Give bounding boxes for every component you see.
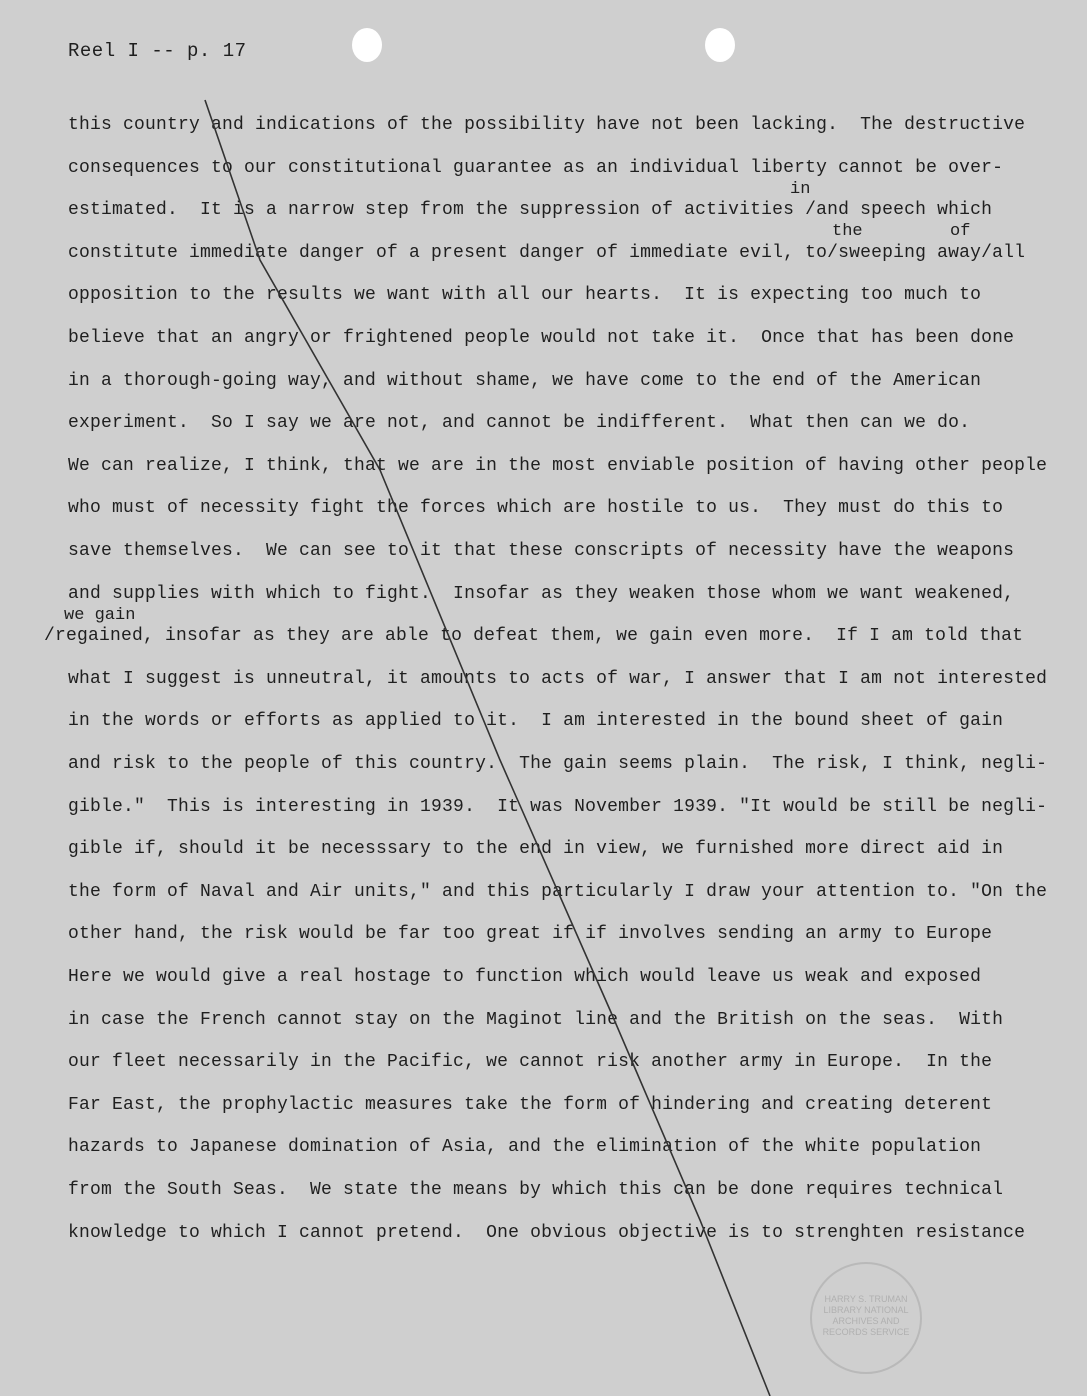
text-line: Far East, the prophylactic measures take the form of hindering and creating deterent xyxy=(68,1094,993,1115)
text-line: save themselves. We can see to it that these conscripts of necessity have the weapons xyxy=(68,541,1015,561)
text-line: other hand, the risk would be far too great if if involves sending an army to Europe xyxy=(68,924,993,945)
punch-hole-right xyxy=(705,28,735,62)
text-line: and supplies with which to fight. Insofar as they weaken those whom we want weakened, xyxy=(68,583,1015,604)
text-line: gible." This is interesting in 1939. It was November 1939. "It would be still be negli- xyxy=(68,796,1048,817)
punch-hole-left xyxy=(352,28,382,62)
text-line: from the South Seas. We state the means by which this can be done requires technical xyxy=(68,1180,1004,1200)
text-line: in a thorough-going way, and without shame, we have come to the end of the American xyxy=(68,370,982,391)
text-line: in the words or efforts as applied to it. I am interested in the bound sheet of gain xyxy=(68,711,1004,732)
text-line: our fleet necessarily in the Pacific, we cannot risk another army in Europe. In the xyxy=(68,1052,993,1073)
text-line: /regained, insofar as they are able to defeat them, we gain even more. If I am told that xyxy=(44,626,1024,647)
text-line: this country and indications of the possibility have not been lacking. The destructive xyxy=(68,115,1026,135)
page-header: Reel I -- p. 17 xyxy=(68,40,247,62)
insertion-of: of xyxy=(950,222,971,241)
insertion-we-gain: we gain xyxy=(64,606,136,625)
text-line: and risk to the people of this country. The gain seems plain. The risk, I think, negli- xyxy=(68,754,1048,774)
text-line: the form of Naval and Air units," and this particularly I draw your attention to. "On the xyxy=(68,881,1048,902)
text-line: estimated. It is a narrow step from the suppression of activities /and speech which xyxy=(68,200,993,221)
text-line: consequences to our constitutional guarantee as an individual liberty cannot be over- xyxy=(68,157,1004,178)
stamp-text: HARRY S. TRUMAN LIBRARY NATIONAL ARCHIVES AND RECORDS SERVICE xyxy=(822,1294,910,1337)
insertion-in: in xyxy=(790,180,811,199)
insertion-the: the xyxy=(832,222,863,241)
text-line: believe that an angry or frightened people would not take it. Once that has been done xyxy=(68,328,1015,348)
text-line: what I suggest is unneutral, it amounts to acts of war, I answer that I am not interested xyxy=(68,668,1048,689)
text-line: experiment. So I say we are not, and cannot be indifferent. What then can we do. xyxy=(68,413,971,434)
text-line: We can realize, I think, that we are in the most enviable position of having other people xyxy=(68,455,1048,476)
text-line: in case the French cannot stay on the Maginot line and the British on the seas. With xyxy=(68,1009,1004,1030)
text-line: knowledge to which I cannot pretend. One obvious objective is to strenghten resistance xyxy=(68,1222,1026,1243)
text-line: constitute immediate danger of a present danger of immediate evil, to/sweeping away/all xyxy=(68,242,1026,263)
archive-stamp xyxy=(810,1262,922,1374)
text-line: who must of necessity fight the forces which are hostile to us. They must do this to xyxy=(68,498,1004,519)
text-line: Here we would give a real hostage to function which would leave us weak and exposed xyxy=(68,967,982,987)
text-line: opposition to the results we want with all our hearts. It is expecting too much to xyxy=(68,285,982,306)
text-line: gible if, should it be necesssary to the end in view, we furnished more direct aid in xyxy=(68,839,1004,860)
text-line: hazards to Japanese domination of Asia, and the elimination of the white population xyxy=(68,1137,982,1158)
